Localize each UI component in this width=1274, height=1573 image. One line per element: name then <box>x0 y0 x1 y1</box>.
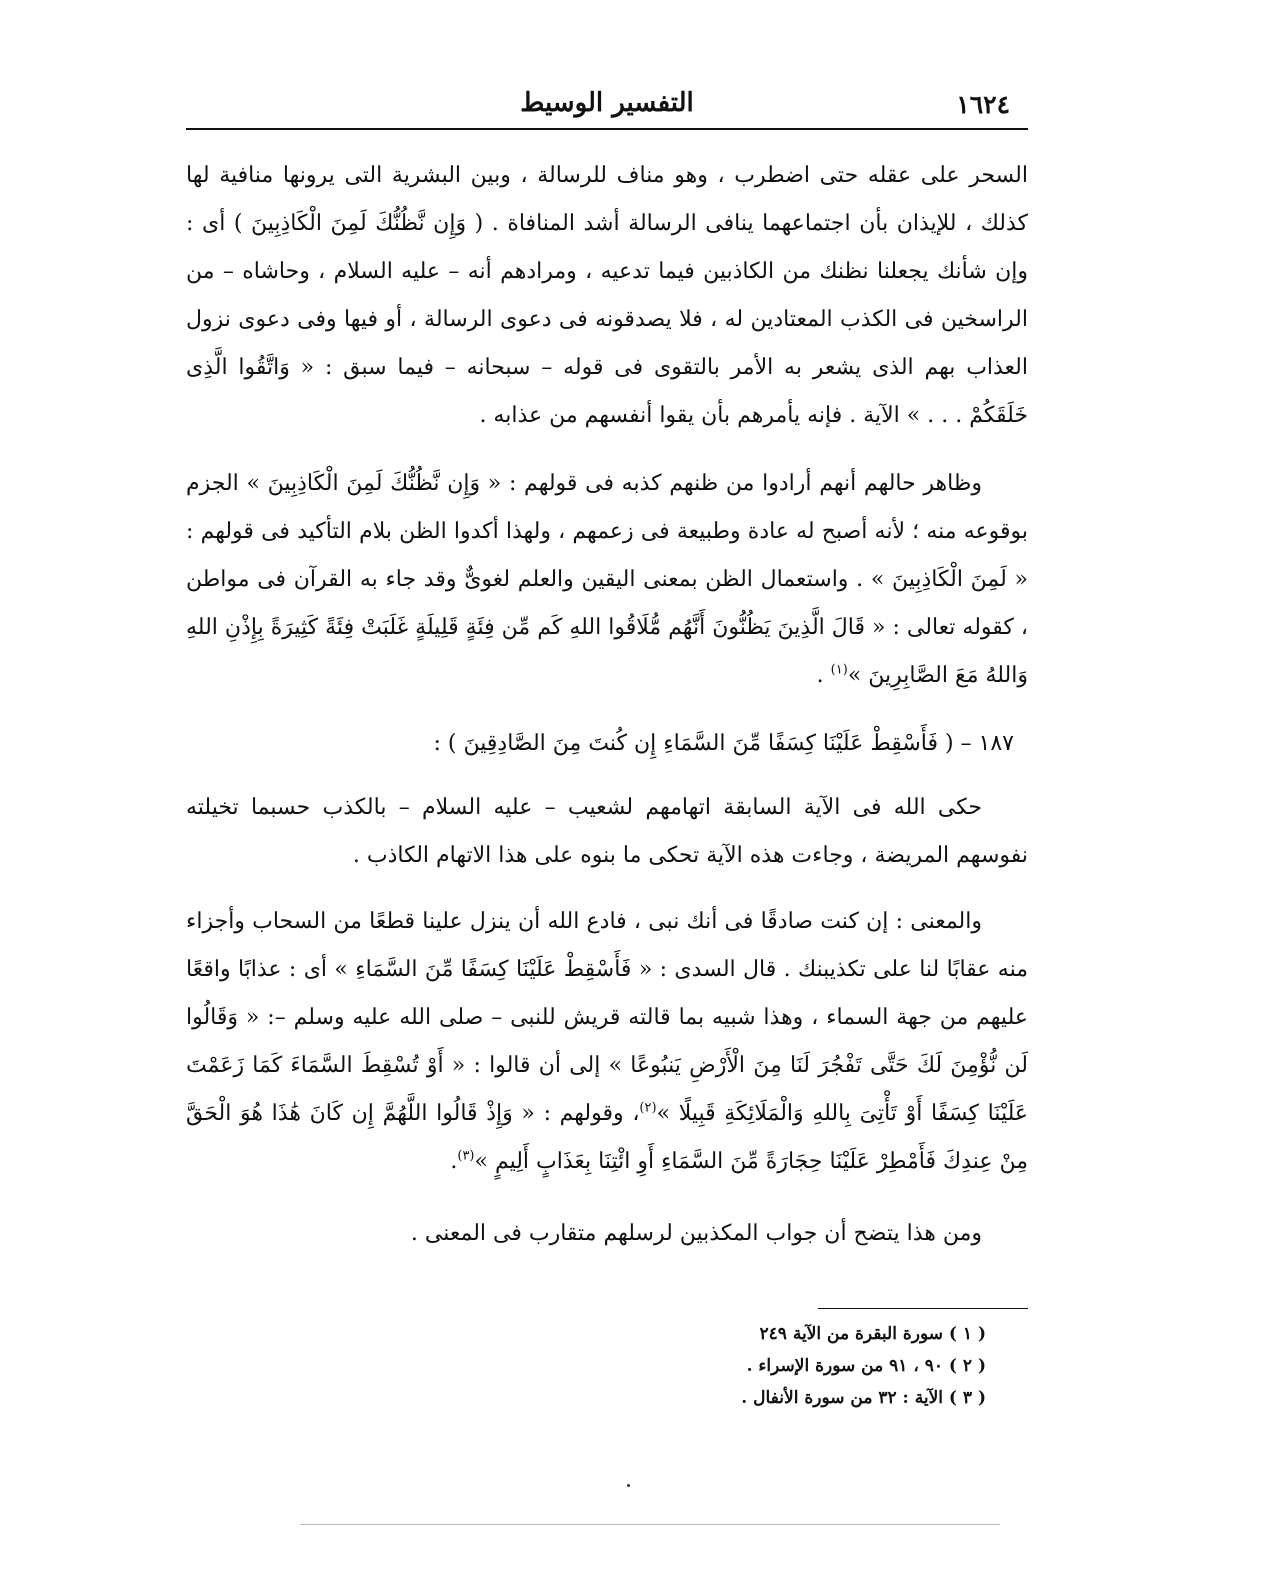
paragraph-2: وظاهر حالهم أنهم أرادوا من ظنهم كذبه فى قولهم : « وَإِن نَّظُنُّكَ لَمِنَ الْكَاذِبِينَ » الجزم بوقوعه منه ؛ لأنه أصبح له عادة وطبيعة فى زعمهم ، ولهذا أكدوا الظن بلام التأكيد فى قولهم : « لَمِنَ الْكَاذِبِينَ » . واستعمال الظن بمعنى اليقين والعلم لغوىٌّ وقد جاء به القرآن فى مواطن ، كقوله تعالى : « قَالَ الَّذِينَ يَظُنُّونَ أَنَّهُم مُّلَاقُوا اللهِ كَم مِّن فِئَةٍ قَلِيلَةٍ غَلَبَتْ فِئَةً كَثِيرَةً بِإِذْنِ اللهِ وَاللهُ مَعَ الصَّابِرِينَ »$^{(١)}$ . <box>186 471 1028 688</box>
page-number: ١٦٢٤ <box>956 90 1010 119</box>
running-title: التفسير الوسيط <box>520 88 694 118</box>
header-rule <box>186 128 1028 130</box>
body-text <box>186 152 1028 1258</box>
paragraph-4: والمعنى : إن كنت صادقًا فى أنك نبى ، فادع الله أن ينزل علينا قطعًا من السحاب وأجزاء منه عقابًا لنا على تكذيبنك . قال السدى : « فَأَسْقِطْ عَلَيْنَا كِسَفًا مِّنَ السَّمَاءِ » أى : عذابًا واقعًا عليهم من جهة السماء ، وهذا شبيه بما قالته قريش للنبى – صلى الله عليه وسلم –: « وَقَالُوا لَن نُّؤْمِنَ لَكَ حَتَّى تَفْجُرَ لَنَا مِنَ الْأَرْضِ يَنبُوعًا » إلى أن قالوا : « أَوْ تُسْقِطَ السَّمَاءَ كَمَا زَعَمْتَ عَلَيْنَا كِسَفًا أَوْ تَأْتِىَ بِاللهِ وَالْمَلَائِكَةِ قَبِيلًا »$^{(٢)}$، وقولهم : « وَإِذْ قَالُوا اللَّهُمَّ إِن كَانَ هَٰذَا هُوَ الْحَقَّ مِنْ عِندِكَ فَأَمْطِرْ عَلَيْنَا حِجَارَةً مِّنَ السَّمَاءِ أَوِ ائْتِنَا بِعَذَابٍ أَلِيمٍ »$^{(٣)}$. <box>186 909 1028 1174</box>
paragraph-5: ومن هذا يتضح أن جواب المكذبين لرسلهم متقارب فى المعنى . <box>410 1221 982 1246</box>
scan-edge-line <box>300 1524 1000 1525</box>
footnote-mark-3: (٣) <box>457 1148 475 1164</box>
paragraph-2-text: وظاهر حالهم أنهم أرادوا من ظنهم كذبه فى قولهم : « وَإِن نَّظُنُّكَ لَمِنَ الْكَاذِبِينَ » الجزم بوقوعه منه ؛ لأنه أصبح له عادة وطبيعة فى زعمهم ، ولهذا أكدوا الظن بلام التأكيد فى قولهم : « لَمِنَ الْكَاذِبِينَ » . واستعمال الظن بمعنى اليقين والعلم لغوىٌّ وقد جاء به القرآن فى مواطن ، كقوله تعالى : « قَالَ الَّذِينَ يَظُنُّونَ أَنَّهُم مُّلَاقُوا اللهِ كَم مِّن فِئَةٍ قَلِيلَةٍ غَلَبَتْ فِئَةً كَثِيرَةً بِإِذْنِ اللهِ وَاللهُ مَعَ الصَّابِرِينَ » <box>186 471 1028 688</box>
footnote-3: ( ٣ ) الآية : ٣٢ من سورة الأنفال . <box>741 1388 986 1408</box>
footnote-mark-2: (٢) <box>639 1100 657 1116</box>
verse-heading-187: ١٨٧ – ( فَأَسْقِطْ عَلَيْنَا كِسَفًا مِّنَ السَّمَاءِ إِن كُنتَ مِنَ الصَّادِقِينَ ) : <box>433 731 1014 756</box>
paragraph-1: السحر على عقله حتى اضطرب ، وهو مناف للرسالة ، وبين البشرية التى يرونها منافية لها كذلك ، للإيذان بأن اجتماعهما ينافى الرسالة أشد المنافاة . ( وَإِن نَّظُنُّكَ لَمِنَ الْكَاذِبِينَ ) أى : وإن شأنك يجعلنا نظنك من الكاذبين فيما تدعيه ، ومرادهم أنه – عليه السلام ، وحاشاه – من الراسخين فى الكذب المعتادين له ، فلا يصدقونه فى دعوى الرسالة ، أو فيها وفى دعوى نزول العذاب بهم الذى يشعر به الأمر بالتقوى فى قوله – سبحانه – فيما سبق : « وَاتَّقُوا الَّذِى خَلَقَكُمْ . . . » الآية . فإنه يأمرهم بأن يقوا أنفسهم من عذابه . <box>186 163 1028 428</box>
paragraph-3: حكى الله فى الآية السابقة اتهامهم لشعيب – عليه السلام – بالكذب حسبما تخيلته نفوسهم المريضة ، وجاءت هذه الآية تحكى ما بنوه على هذا الاتهام الكاذب . <box>186 795 1028 868</box>
footnote-1: ( ١ ) سورة البقرة من الآية ٢٤٩ <box>759 1324 986 1344</box>
paragraph-4-text: والمعنى : إن كنت صادقًا فى أنك نبى ، فادع الله أن ينزل علينا قطعًا من السحاب وأجزاء منه عقابًا لنا على تكذيبنك . قال السدى : « فَأَسْقِطْ عَلَيْنَا كِسَفًا مِّنَ السَّمَاءِ » أى : عذابًا واقعًا عليهم من جهة السماء ، وهذا شبيه بما قالته قريش للنبى – صلى الله عليه وسلم –: « وَقَالُوا لَن نُّؤْمِنَ لَكَ حَتَّى تَفْجُرَ لَنَا مِنَ الْأَرْضِ يَنبُوعًا » إلى أن قالوا : « أَوْ تُسْقِطَ السَّمَاءَ كَمَا زَعَمْتَ عَلَيْنَا كِسَفًا أَوْ تَأْتِىَ بِاللهِ وَالْمَلَائِكَةِ قَبِيلًا » <box>186 909 1028 1126</box>
paragraph-4-cont: ، وقولهم : « وَإِذْ قَالُوا اللَّهُمَّ إِن كَانَ هَٰذَا هُوَ الْحَقَّ مِنْ عِندِكَ فَأَمْطِرْ عَلَيْنَا حِجَارَةً مِّنَ السَّمَاءِ أَوِ ائْتِنَا بِعَذَابٍ أَلِيمٍ » <box>186 1101 1028 1174</box>
page-header <box>186 86 1028 126</box>
footnote-mark-1: (١) <box>830 662 848 678</box>
footnotes <box>186 1318 986 1414</box>
footnote-rule <box>818 1308 1028 1309</box>
footnote-2: ( ٢ ) ٩٠ ، ٩١ من سورة الإسراء . <box>746 1356 986 1376</box>
scan-speck <box>627 1484 630 1487</box>
